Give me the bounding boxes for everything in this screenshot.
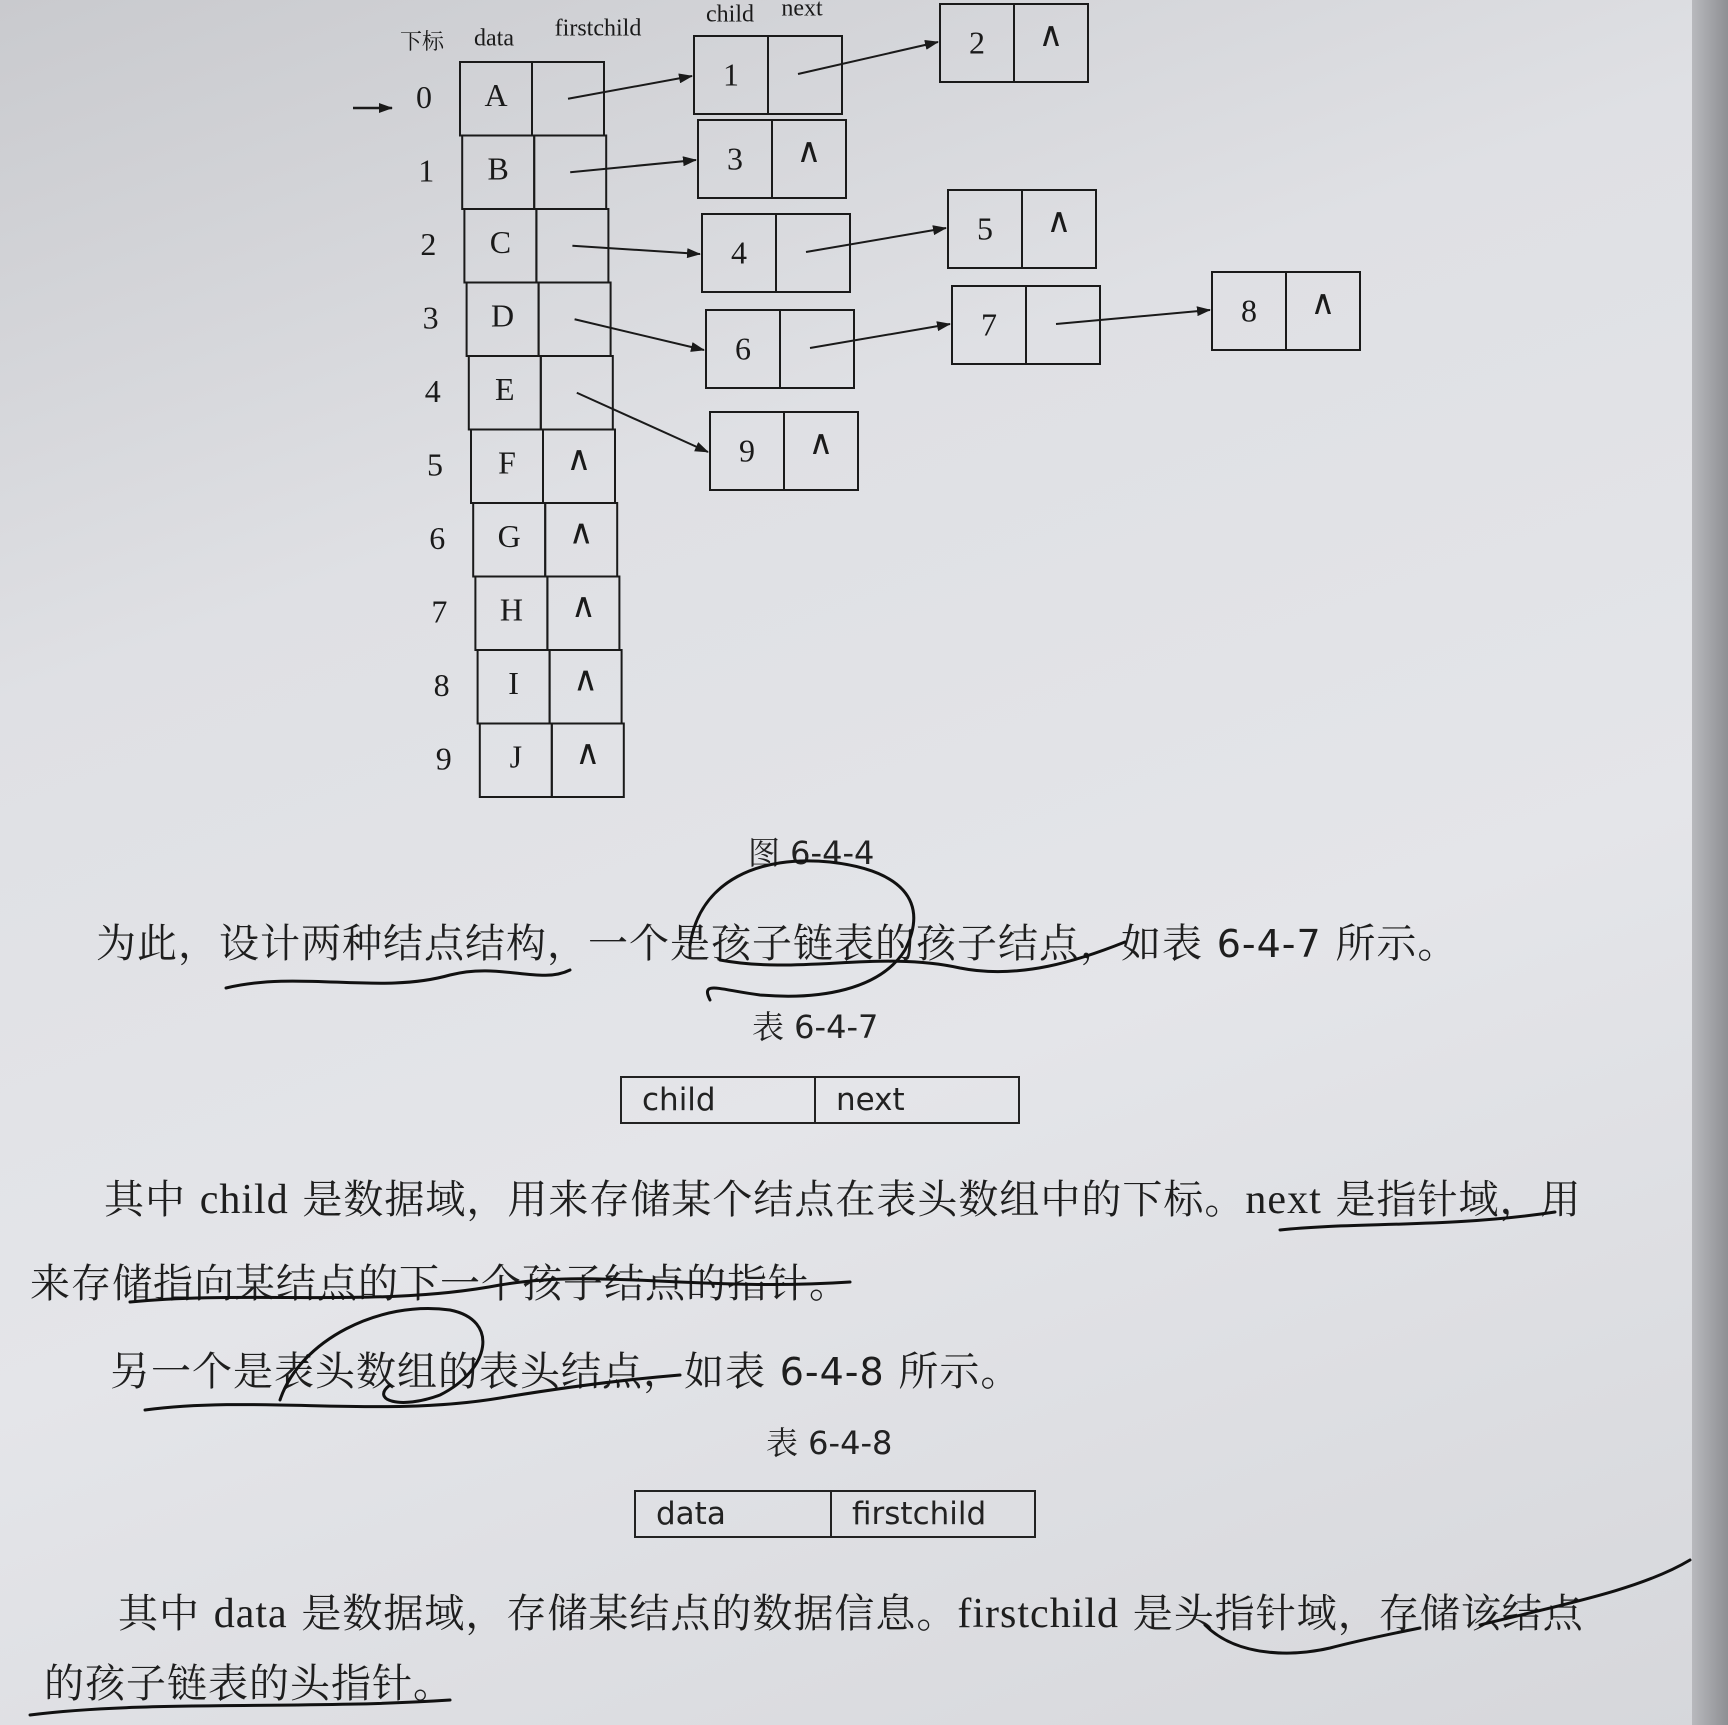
p4-data: data	[213, 1591, 288, 1637]
child-node-value: 2	[969, 24, 985, 61]
child-node-null-pointer: ∧	[1046, 202, 1072, 240]
next-pointer-arrow	[806, 228, 946, 252]
array-data-value: I	[508, 665, 519, 702]
child-node-next-cell	[780, 310, 854, 388]
array-index-label: 8	[433, 667, 450, 704]
header-index: 下标	[399, 29, 445, 55]
head-pointer-arrow	[577, 393, 708, 452]
array-data-value: J	[509, 738, 523, 775]
paragraph-1-ref: 6-4-7	[1216, 922, 1322, 966]
p2-part1: 其中	[104, 1177, 200, 1223]
array-null-pointer: ∧	[573, 661, 599, 699]
p2-part2: 是数据域，用来存储某个结点在表头数组中的下标。	[288, 1177, 1246, 1223]
paragraph-3	[110, 1340, 1021, 1397]
array-data-value: H	[499, 591, 523, 628]
header-node-structure	[634, 1490, 1036, 1538]
child-node-value: 7	[981, 306, 997, 343]
array-index-label: 9	[435, 740, 452, 777]
array-data-value: A	[484, 77, 508, 114]
array-index-label: 4	[424, 373, 441, 410]
next-pointer-arrow	[810, 324, 950, 348]
field-child: child	[642, 1082, 716, 1118]
array-index-label: 0	[416, 79, 432, 116]
array-null-pointer: ∧	[570, 588, 596, 626]
p4-part1: 其中	[118, 1591, 214, 1637]
paragraph-1-text: 为此，设计两种结点结构，一个是孩子链表的孩子结点，如表	[96, 921, 1217, 967]
header-child: child	[706, 1, 754, 28]
child-node-value: 1	[723, 56, 739, 93]
table-6-4-7-caption: 表 6-4-7	[752, 1008, 879, 1046]
paragraph-2-line-1	[104, 1168, 1581, 1225]
paragraph-2-line-2: 来存储指向某结点的下一个孩子结点的指针。	[30, 1261, 850, 1307]
array-index-label: 7	[431, 593, 448, 630]
p3-tail: 所示。	[884, 1349, 1022, 1395]
array-index-label: 5	[427, 446, 443, 483]
next-pointer-arrow	[1056, 310, 1210, 324]
p2-child: child	[199, 1177, 289, 1223]
paragraph-4-line-2: 的孩子链表的头指针。	[44, 1661, 454, 1707]
header-next: next	[781, 0, 823, 22]
child-node-value: 9	[739, 432, 755, 469]
array-data-value: C	[489, 224, 512, 261]
p3-ref: 6-4-8	[779, 1350, 885, 1394]
p4-part2: 是数据域，存储某结点的数据信息。	[287, 1591, 958, 1637]
head-pointer-arrow	[570, 160, 696, 172]
p4-firstchild: firstchild	[957, 1591, 1120, 1637]
field-next: next	[814, 1078, 1018, 1122]
array-null-pointer: ∧	[568, 514, 594, 552]
array-null-pointer: ∧	[575, 735, 601, 773]
p4-part3: 是头指针域，存储该结点	[1119, 1591, 1584, 1637]
p3-text: 另一个是表头数组的表头结点，如表	[110, 1349, 780, 1395]
array-null-pointer: ∧	[566, 441, 592, 479]
child-node-null-pointer: ∧	[808, 424, 834, 462]
child-node-null-pointer: ∧	[796, 132, 822, 170]
child-node-value: 8	[1241, 292, 1257, 329]
head-pointer-arrow	[575, 319, 704, 350]
p2-next: next	[1245, 1177, 1322, 1223]
array-index-label: 6	[429, 520, 446, 557]
array-data-value: D	[491, 297, 515, 334]
child-node-value: 5	[977, 210, 993, 247]
array-data-value: E	[495, 371, 515, 408]
array-data-value: G	[497, 518, 521, 555]
array-data-value: B	[487, 150, 509, 187]
paragraph-4-line-1	[118, 1582, 1584, 1639]
p2-part3: 是指针域，用	[1321, 1177, 1582, 1223]
child-node-value: 4	[731, 234, 747, 271]
next-pointer-arrow	[798, 42, 938, 74]
child-node-next-cell	[776, 214, 850, 292]
array-index-label: 2	[420, 226, 437, 263]
array-data-value: F	[498, 444, 516, 481]
array-index-label: 3	[422, 299, 439, 336]
head-pointer-arrow	[568, 76, 692, 99]
child-node-value: 6	[735, 330, 751, 367]
child-node-value: 3	[727, 140, 743, 177]
child-node-null-pointer: ∧	[1038, 16, 1064, 54]
table-6-4-8-caption: 表 6-4-8	[766, 1424, 893, 1462]
field-data: data	[656, 1496, 726, 1532]
paragraph-1	[96, 912, 1458, 969]
figure-caption: 图 6-4-4	[748, 834, 875, 872]
header-firstchild: firstchild	[554, 15, 642, 42]
head-pointer-arrow	[572, 246, 700, 254]
array-index-label: 1	[418, 152, 435, 189]
child-node-structure	[620, 1076, 1020, 1124]
child-node-next-cell	[1026, 286, 1100, 364]
header-data: data	[474, 25, 514, 52]
child-node-null-pointer: ∧	[1310, 284, 1336, 322]
field-firstchild: firstchild	[830, 1492, 1034, 1536]
child-node-next-cell	[768, 36, 842, 114]
paragraph-1-tail: 所示。	[1321, 921, 1459, 967]
